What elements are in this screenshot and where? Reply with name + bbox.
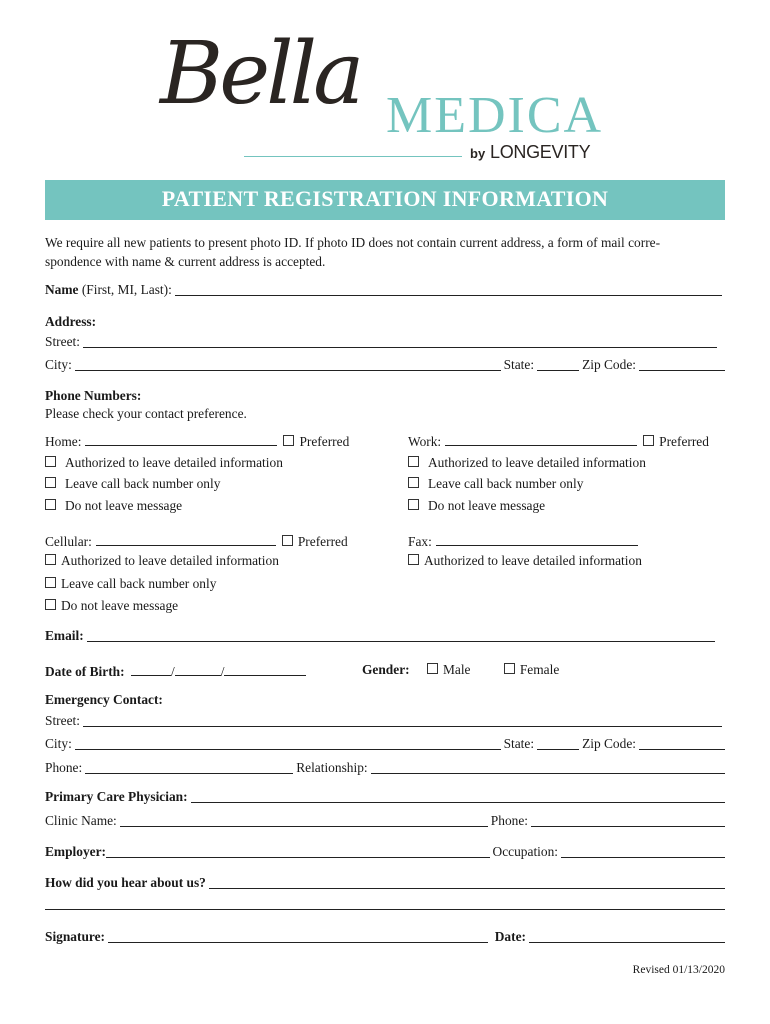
emergency-zip-field[interactable] <box>639 738 725 750</box>
cellular-preferred-label: Preferred <box>297 534 348 549</box>
name-row <box>45 282 725 298</box>
female-checkbox[interactable] <box>504 663 515 674</box>
clinic-row <box>45 813 725 829</box>
employer-field[interactable] <box>106 846 490 858</box>
address-city-row <box>45 357 725 373</box>
emergency-phone-label: Phone: <box>45 760 83 775</box>
option-label: Authorized to leave detailed information <box>428 455 646 470</box>
home-opt-authorized[interactable] <box>45 455 283 471</box>
home-preferred-checkbox[interactable] <box>283 435 294 446</box>
fax-field[interactable] <box>436 532 638 546</box>
checkbox[interactable] <box>45 577 56 588</box>
cellular-phone-field[interactable] <box>96 532 276 546</box>
male-label: Male <box>442 662 471 677</box>
home-preferred-label: Preferred <box>299 434 350 449</box>
home-phone-row <box>45 432 349 450</box>
cellular-opt-callback[interactable] <box>45 576 216 592</box>
address-heading: Address: <box>45 314 97 329</box>
intro-text-line-1: We require all new patients to present photo ID. If photo ID does not contain current address, a form of mail corre- <box>45 235 661 250</box>
checkbox[interactable] <box>45 599 56 610</box>
emergency-street-row <box>45 713 725 729</box>
work-phone-row <box>408 432 709 450</box>
dob-label: Date of Birth: <box>45 664 125 679</box>
option-label: Do not leave message <box>65 498 183 513</box>
clinic-field[interactable] <box>120 815 488 827</box>
gender-row <box>362 662 559 678</box>
option-label: Do not leave message <box>61 598 179 613</box>
intro-text-line-2: spondence with name & current address is accepted. <box>45 254 326 269</box>
street-label: Street: <box>45 334 80 349</box>
option-label: Authorized to leave detailed information <box>424 553 642 568</box>
employer-label: Employer: <box>45 844 106 859</box>
fax-label: Fax: <box>408 534 432 549</box>
female-label: Female <box>519 662 560 677</box>
city-label: City: <box>45 357 72 372</box>
clinic-label: Clinic Name: <box>45 813 117 828</box>
page-title: PATIENT REGISTRATION INFORMATION <box>161 186 609 211</box>
cellular-opt-no-message[interactable] <box>45 598 178 614</box>
occupation-field[interactable] <box>561 846 725 858</box>
email-row <box>45 628 718 644</box>
employer-row <box>45 844 725 860</box>
dob-separator: / <box>220 664 225 679</box>
signature-field[interactable] <box>108 931 488 943</box>
checkbox[interactable] <box>45 456 56 467</box>
relationship-field[interactable] <box>371 762 725 774</box>
name-hint: (First, MI, Last): <box>81 282 172 297</box>
clinic-phone-label: Phone: <box>490 813 528 828</box>
emergency-city-label: City: <box>45 736 72 751</box>
cellular-label: Cellular: <box>45 534 92 549</box>
pcp-label: Primary Care Physician: <box>45 789 188 804</box>
signature-row <box>45 929 725 945</box>
address-street-row <box>45 334 720 350</box>
home-opt-callback[interactable] <box>45 476 220 492</box>
work-phone-field[interactable] <box>445 432 637 446</box>
fax-opt-authorized[interactable] <box>408 553 642 569</box>
signature-label: Signature: <box>45 929 106 944</box>
hear-row <box>45 875 725 891</box>
emergency-phone-row <box>45 760 725 776</box>
work-opt-authorized[interactable] <box>408 455 646 471</box>
pcp-field[interactable] <box>191 791 725 803</box>
home-label: Home: <box>45 434 82 449</box>
work-preferred-checkbox[interactable] <box>643 435 654 446</box>
name-field[interactable] <box>175 284 722 296</box>
emergency-street-field[interactable] <box>83 715 722 727</box>
dob-separator: / <box>170 664 175 679</box>
logo-by-text: by <box>470 146 486 161</box>
dob-month-field[interactable] <box>131 662 171 676</box>
dob-row <box>45 662 306 680</box>
option-label: Leave call back number only <box>61 576 217 591</box>
city-field[interactable] <box>75 359 501 371</box>
date-label: Date: <box>494 929 526 944</box>
hear-field[interactable] <box>209 877 725 889</box>
emergency-phone-field[interactable] <box>85 762 293 774</box>
street-field[interactable] <box>83 336 717 348</box>
checkbox[interactable] <box>45 554 56 565</box>
work-preferred-label: Preferred <box>659 434 709 449</box>
emergency-street-label: Street: <box>45 713 80 728</box>
state-label: State: <box>503 357 535 372</box>
work-opt-no-message[interactable] <box>408 498 545 514</box>
emergency-state-field[interactable] <box>537 738 579 750</box>
revision-note: Revised 01/13/2020 <box>632 964 725 976</box>
logo-medica-text: MEDICA <box>386 87 604 144</box>
gender-label: Gender: <box>362 662 410 677</box>
cellular-phone-row <box>45 532 348 550</box>
clinic-phone-field[interactable] <box>531 815 725 827</box>
checkbox[interactable] <box>45 499 56 510</box>
email-field[interactable] <box>87 630 715 642</box>
emergency-city-field[interactable] <box>75 738 501 750</box>
emergency-state-label: State: <box>503 736 535 751</box>
name-label: Name <box>45 282 79 297</box>
date-field[interactable] <box>529 931 725 943</box>
male-checkbox[interactable] <box>427 663 438 674</box>
dob-year-field[interactable] <box>224 662 306 676</box>
hear-field-line-2[interactable] <box>45 909 725 910</box>
option-label: Leave call back number only <box>65 476 221 491</box>
state-field[interactable] <box>537 359 579 371</box>
checkbox[interactable] <box>408 477 419 488</box>
title-banner <box>45 180 725 220</box>
option-label: Do not leave message <box>428 498 546 513</box>
logo-script-text: Bella <box>160 24 361 124</box>
occupation-label: Occupation: <box>492 844 558 859</box>
phone-heading: Phone Numbers: <box>45 388 142 403</box>
zip-label: Zip Code: <box>582 357 636 372</box>
zip-field[interactable] <box>639 359 725 371</box>
emergency-heading: Emergency Contact: <box>45 692 163 707</box>
logo-divider <box>244 156 462 157</box>
emergency-zip-label: Zip Code: <box>582 736 636 751</box>
phone-subheading: Please check your contact preference. <box>45 406 247 421</box>
checkbox[interactable] <box>45 477 56 488</box>
option-label: Authorized to leave detailed information <box>61 553 279 568</box>
emergency-city-row <box>45 736 725 752</box>
logo-longevity-text: LONGEVITY <box>490 142 591 162</box>
relationship-label: Relationship: <box>296 760 368 775</box>
fax-row <box>408 532 638 550</box>
work-label: Work: <box>408 434 442 449</box>
option-label: Authorized to leave detailed information <box>65 455 283 470</box>
option-label: Leave call back number only <box>428 476 584 491</box>
checkbox[interactable] <box>408 456 419 467</box>
home-opt-no-message[interactable] <box>45 498 182 514</box>
dob-day-field[interactable] <box>175 662 221 676</box>
hear-label: How did you hear about us? <box>45 875 206 890</box>
email-label: Email: <box>45 628 84 643</box>
work-opt-callback[interactable] <box>408 476 583 492</box>
pcp-row <box>45 789 725 805</box>
checkbox[interactable] <box>408 499 419 510</box>
checkbox[interactable] <box>408 554 419 565</box>
cellular-preferred-checkbox[interactable] <box>282 535 293 546</box>
cellular-opt-authorized[interactable] <box>45 553 279 569</box>
home-phone-field[interactable] <box>85 432 277 446</box>
